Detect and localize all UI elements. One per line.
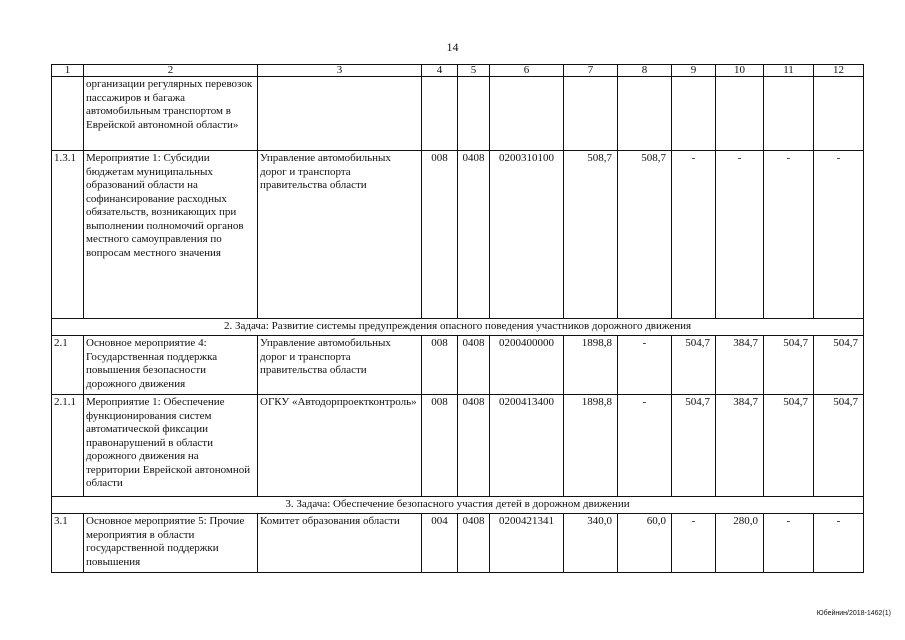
page-number: 14 (446, 40, 459, 54)
row-executor: Управление автомобильных дорог и транспорта правительства области (258, 336, 422, 395)
row-code: 0200421341 (490, 514, 564, 573)
table-row (52, 514, 864, 573)
row-code: 0200400000 (490, 336, 564, 395)
row-value: 504,7 (764, 395, 814, 497)
row-value: - (764, 514, 814, 573)
row-name: Основное мероприятие 4: Государственная поддержка повышения безопасности дорожного движения (84, 336, 258, 395)
row-value: - (618, 395, 672, 497)
row-value: 280,0 (716, 514, 764, 573)
row-number: 3.1 (52, 514, 84, 573)
row-code: 008 (422, 151, 458, 319)
row-code: 0408 (458, 514, 490, 573)
row-value: 508,7 (618, 151, 672, 319)
row-value: 384,7 (716, 336, 764, 395)
row-value: 60,0 (618, 514, 672, 573)
row-executor: ОГКУ «Автодорпроектконтроль» (258, 395, 422, 497)
continuation-text: организации регулярных перевозок пассажиров и багажа автомобильным транспортом в Еврейской автономной области» (84, 77, 258, 151)
row-value: 384,7 (716, 395, 764, 497)
row-value: - (814, 514, 864, 573)
row-value: - (716, 151, 764, 319)
table-header-row (52, 65, 864, 77)
row-value: 1898,8 (564, 395, 618, 497)
table-row (52, 395, 864, 497)
row-value: - (814, 151, 864, 319)
table-row (52, 336, 864, 395)
row-value: - (672, 514, 716, 573)
row-value: 340,0 (564, 514, 618, 573)
document-code: Юбейнин/2018-1462(1) (816, 610, 891, 617)
column-header: 7 (564, 65, 618, 77)
row-value: - (618, 336, 672, 395)
row-value: - (764, 151, 814, 319)
column-header: 1 (52, 65, 84, 77)
column-header: 3 (258, 65, 422, 77)
row-code: 008 (422, 336, 458, 395)
column-header: 2 (84, 65, 258, 77)
task-row (52, 497, 864, 514)
row-value: - (672, 151, 716, 319)
row-value: 508,7 (564, 151, 618, 319)
budget-table (51, 64, 864, 573)
task-heading: 3. Задача: Обеспечение безопасного участия детей в дорожном движении (52, 497, 864, 514)
row-code: 0408 (458, 151, 490, 319)
row-name: Мероприятие 1: Субсидии бюджетам муниципальных образований области на софинансирование расходных обязательств, возникающих при выполнении полномочий органов местного самоуправления по вопросам местного значения (84, 151, 258, 319)
row-code: 004 (422, 514, 458, 573)
column-header: 4 (422, 65, 458, 77)
column-header: 5 (458, 65, 490, 77)
row-executor: Комитет образования области (258, 514, 422, 573)
row-name: Основное мероприятие 5: Прочие мероприятия в области государственной поддержки повышения (84, 514, 258, 573)
row-code: 0200413400 (490, 395, 564, 497)
row-value: 504,7 (764, 336, 814, 395)
task-row (52, 319, 864, 336)
row-code: 0200310100 (490, 151, 564, 319)
table-row (52, 151, 864, 319)
row-code: 0408 (458, 395, 490, 497)
row-value: 504,7 (672, 336, 716, 395)
row-name: Мероприятие 1: Обеспечение функционирования систем автоматической фиксации правонарушений в области дорожного движения на территории Еврейской автономной области (84, 395, 258, 497)
row-executor: Управление автомобильных дорог и транспорта правительства области (258, 151, 422, 319)
table-row-continuation (52, 77, 864, 151)
row-code: 008 (422, 395, 458, 497)
row-value: 504,7 (814, 336, 864, 395)
column-header: 10 (716, 65, 764, 77)
row-value: 1898,8 (564, 336, 618, 395)
column-header: 12 (814, 65, 864, 77)
row-number: 1.3.1 (52, 151, 84, 319)
column-header: 9 (672, 65, 716, 77)
row-number: 2.1 (52, 336, 84, 395)
row-code: 0408 (458, 336, 490, 395)
column-header: 11 (764, 65, 814, 77)
row-value: 504,7 (814, 395, 864, 497)
row-value: 504,7 (672, 395, 716, 497)
row-number: 2.1.1 (52, 395, 84, 497)
column-header: 6 (490, 65, 564, 77)
task-heading: 2. Задача: Развитие системы предупреждения опасного поведения участников дорожного движения (52, 319, 864, 336)
column-header: 8 (618, 65, 672, 77)
